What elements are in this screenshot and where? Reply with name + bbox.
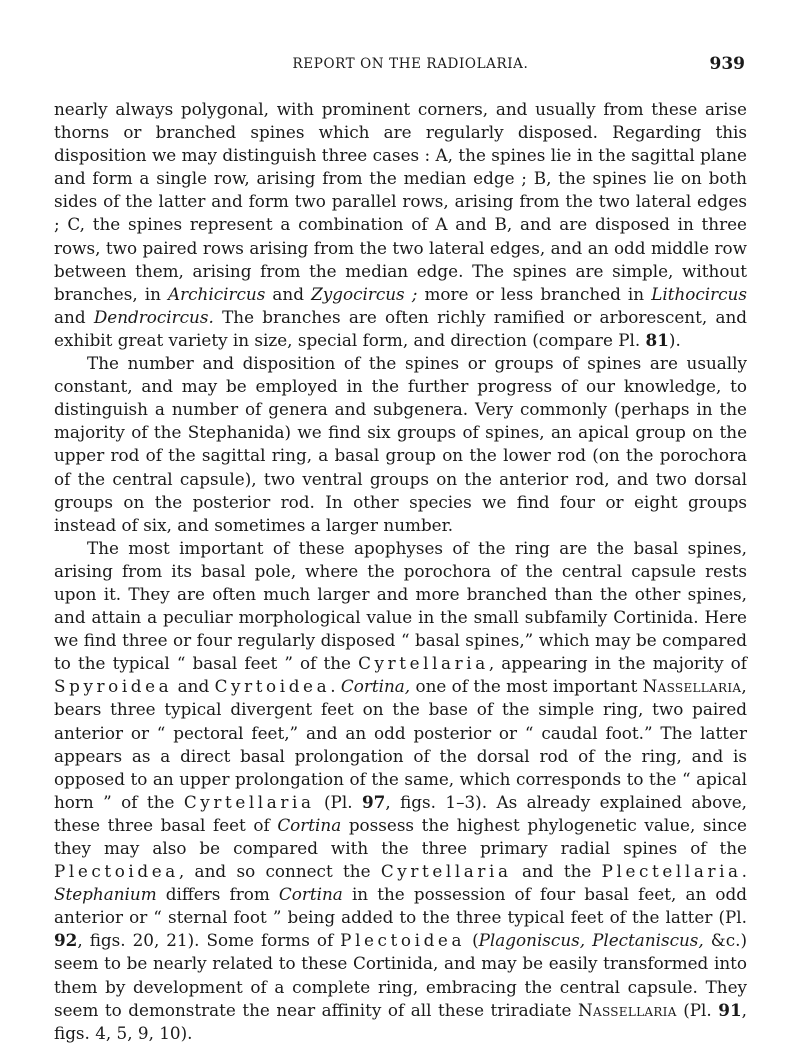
text-segment: Cortina: [277, 814, 342, 835]
text-segment: Archicircus: [168, 283, 266, 304]
text-segment: in the possession of four basal feet, an odd anterior or “ sternal foot ” being added to the three typical feet of the latter (Pl.: [54, 884, 747, 928]
text-segment: differs from: [156, 884, 279, 905]
paragraph-3: [54, 537, 747, 1045]
text-segment: , figs. 20, 21). Some forms of: [77, 930, 341, 951]
text-segment: and: [265, 283, 312, 304]
text-segment: Dendrocircus.: [93, 306, 214, 327]
text-segment: Cortina: [278, 884, 343, 905]
page-number: 939: [709, 54, 745, 74]
text-segment: , and so connect the: [178, 861, 381, 882]
body-text: [54, 98, 747, 1045]
running-head: REPORT ON THE RADIOLARIA.: [292, 56, 529, 72]
text-segment: bears three typical divergent feet on the base of the simple ring, two paired anterior or “ pectoral feet,” and an odd posterior or “ caudal foot.” The latter appears as a direct basal prolongation of the dorsal rod of the ring, and is opposed to an upper prolongation of the same, which corresponds to the “ apical horn ” of the: [54, 699, 747, 812]
text-segment: Spyroidea: [54, 676, 173, 697]
text-segment: 91: [718, 999, 742, 1020]
text-segment: , figs. 4, 5, 9, 10).: [54, 999, 747, 1043]
text-segment: &c.) seem to be nearly related to these Cortinida, and may be easily transformed into them by development of a complete ring, embracing the central capsule. They seem to demonstrate the near affinity of all these triradiate: [54, 930, 747, 1020]
text-segment: Nassellaria,: [642, 676, 747, 697]
text-segment: The number and disposition of the spines or groups of spines are usually constant, and may be employed in the further progress of our knowledge, to distinguish a number of genera and subgenera. Very commonly (perhaps in the majority of the Stephanida) we find six groups of spines, an apical group on the upper rod of the sagittal ring, a basal group on the lower rod (on the porochora of the central capsule), two ventral groups on the anterior rod, and two dorsal groups on the posterior rod. In other species we find four or eight groups instead of six, and sometimes a larger number.: [54, 353, 747, 535]
text-segment: Stephanium: [54, 884, 157, 905]
text-segment: The most important of these apophyses of the ring are the basal spines, arising from its basal pole, where the porochora of the central capsule rests upon it. They are often much larger and more branched than the other spines, and attain a peculiar morphological value in the small subfamily Cortinida. Here we find three or four regularly disposed “ basal spines,” which may be compared to the typical “ basal feet ” of the: [54, 537, 747, 674]
text-segment: and the: [511, 861, 602, 882]
text-segment: Cyrtellaria: [380, 861, 512, 882]
text-segment: (Pl.: [676, 999, 719, 1020]
text-segment: and: [172, 676, 215, 697]
text-segment: more or less branched in: [417, 283, 652, 304]
text-segment: .: [330, 676, 341, 697]
text-segment: ).: [668, 329, 681, 350]
text-segment: and: [54, 306, 94, 327]
text-segment: Plectellaria: [601, 861, 742, 882]
text-segment: (: [465, 930, 479, 951]
text-segment: Cortina,: [340, 676, 411, 697]
text-segment: Cyrtellaria: [358, 653, 489, 674]
page-header: [54, 56, 747, 78]
paragraph-1: [54, 98, 747, 352]
text-segment: 81: [645, 329, 669, 350]
text-segment: (Pl.: [314, 791, 362, 812]
text-segment: .: [741, 861, 747, 882]
text-segment: nearly always polygonal, with prominent corners, and usually from these arise thorns or branched spines which are regularly disposed. Regarding this disposition we may distinguish three cases : A, the spines lie in the sagittal plane and form a single row, arising from the median edge ; B, the spines lie on both sides of the latter and form two parallel rows, arising from the two lateral edges ; C, the spines represent a combination of A and B, and are disposed in three rows, two paired rows arising from the two lateral edges, and an odd middle row between them, arising from the median edge. The spines are simple, without branches, in: [54, 99, 747, 304]
text-segment: The branches are often richly ramified or arborescent, and exhibit great variety in size, special form, and direction (compare Pl.: [54, 306, 747, 350]
text-segment: one of the most important: [410, 676, 643, 697]
text-segment: Lithocircus: [651, 283, 747, 304]
text-segment: Plectoidea: [340, 930, 466, 951]
text-segment: Zygocircus ;: [311, 283, 418, 304]
text-segment: 92: [54, 930, 78, 951]
paragraph-2: [54, 352, 747, 537]
text-segment: Cyrtellaria: [183, 791, 315, 812]
text-segment: Plectoidea: [54, 861, 179, 882]
text-segment: Nassellaria: [578, 999, 677, 1020]
text-segment: 97: [361, 791, 386, 812]
text-segment: Cyrtoidea: [214, 676, 331, 697]
text-segment: , figs. 1–3). As already explained above, these three basal feet of: [54, 791, 747, 835]
text-segment: Plagoniscus, Plectaniscus,: [478, 930, 704, 951]
text-segment: , appearing in the majority of: [488, 653, 747, 674]
text-segment: possess the highest phylogenetic value, since they may also be compared with the three primary radial spines of the: [54, 814, 747, 858]
